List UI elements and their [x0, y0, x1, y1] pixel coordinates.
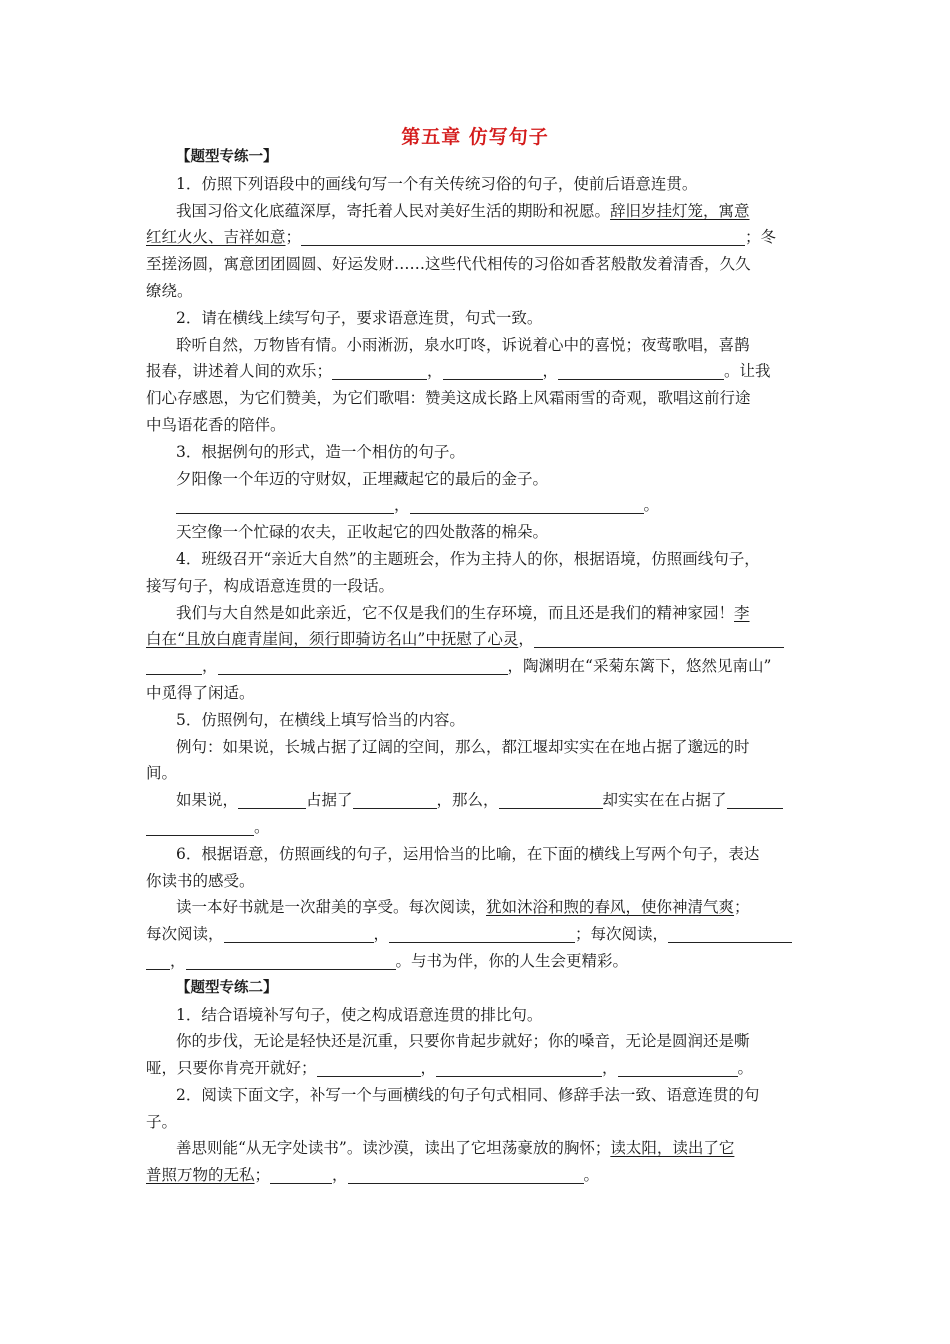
- q6-prompt-line-2: 你读书的感受。: [146, 871, 255, 890]
- q4-underlined-sentence: 李: [734, 603, 750, 622]
- q6-answer-blank-4[interactable]: [186, 951, 396, 970]
- q4-passage-line-1: 我们与大自然是如此亲近，它不仅是我们的生存环境，而且还是我们的精神家园！李: [176, 603, 750, 622]
- q4-passage-line-4: 中觅得了闲适。: [146, 683, 255, 702]
- q6-passage-line-2: 每次阅读， ， ；每次阅读，: [146, 921, 812, 948]
- q5-example-line-1: 例句：如果说，长城占据了辽阔的空间，那么，都江堰却实实在在地占据了邈远的时: [176, 737, 750, 756]
- q2-answer-blank-1[interactable]: [332, 361, 427, 380]
- q3-answer-line: ， 。: [146, 492, 812, 519]
- q5-fill-line-2: 。: [146, 814, 812, 841]
- q4-prompt-line-1: 4．班级召开“亲近大自然”的主题班会，作为主持人的你，根据语境，仿照画线句子，: [176, 549, 760, 568]
- q5-answer-blank-4b[interactable]: [146, 817, 254, 836]
- q5-answer-blank-2[interactable]: [353, 790, 437, 809]
- q2-passage-line-2: 报春，讲述着人间的欢乐； ， ， 。让我: [146, 362, 771, 381]
- q7-answer-blank-2[interactable]: [436, 1058, 602, 1077]
- q6-answer-blank-3b[interactable]: [146, 951, 170, 970]
- q8-passage-line-1: 善思则能“从无字处读书”。读沙漠，读出了它坦荡豪放的胸怀；读太阳，读出了它: [176, 1139, 735, 1158]
- q5-example-line-2: 间。: [146, 764, 178, 783]
- q1-answer-blank[interactable]: [301, 227, 745, 246]
- q1-passage-line-2: 红红火火、吉祥如意； ；冬: [146, 228, 777, 247]
- q5-answer-blank-4a[interactable]: [727, 790, 783, 809]
- exercise-content: [146, 144, 812, 1189]
- q5-fill-line-1: 如果说， 占据了 ，那么， 却实实在在占据了: [146, 787, 812, 814]
- q4-underlined-sentence-cont: 白在“且放白鹿青崖间，须行即骑访名山”中抚慰了心灵: [146, 630, 519, 649]
- q4-passage-line-3: ， ，陶渊明在“采菊东篱下，悠然见南山”: [146, 653, 812, 680]
- q8-answer-blank-2[interactable]: [348, 1165, 584, 1184]
- q6-underlined-sentence: 犹如沐浴和煦的春风，使你神清气爽: [486, 898, 735, 917]
- q5-answer-blank-3[interactable]: [499, 790, 603, 809]
- q2-passage-line-3: 们心存感恩，为它们赞美，为它们歌唱：赞美这成长路上风霜雨雪的奇观，歌唱这前行途: [146, 389, 751, 408]
- q2-prompt: 2．请在横线上续写句子，要求语意连贯，句式一致。: [176, 308, 543, 327]
- q1-passage-line-4: 缭绕。: [146, 281, 193, 300]
- q8-prompt-line-2: 子。: [146, 1112, 178, 1131]
- q4-answer-blank-1a[interactable]: [534, 629, 784, 648]
- q1-passage-line-3: 至搓汤圆，寓意团团圆圆、好运发财……这些代代相传的习俗如香茗般散发着清香，久久: [146, 255, 751, 274]
- q2-answer-blank-3[interactable]: [558, 361, 724, 380]
- q4-passage-line-2: 白在“且放白鹿青崖间，须行即骑访名山”中抚慰了心灵，: [146, 626, 812, 653]
- q3-answer-blank-1[interactable]: [176, 495, 394, 514]
- q4-prompt-line-2: 接写句子，构成语意连贯的一段话。: [146, 576, 395, 595]
- q8-underlined-sentence-cont: 普照万物的无私: [146, 1166, 255, 1185]
- q6-answer-blank-2[interactable]: [389, 924, 575, 943]
- q8-passage-line-2: 普照万物的无私； ， 。: [146, 1166, 600, 1185]
- q3-sample-answer: 天空像一个忙碌的农夫，正收起它的四处散落的棉朵。: [176, 523, 549, 542]
- q7-answer-blank-1[interactable]: [317, 1058, 421, 1077]
- q6-passage-line-1: 读一本好书就是一次甜美的享受。每次阅读，犹如沐浴和煦的春风，使你神清气爽；: [176, 898, 750, 917]
- q2-passage-line-1: 聆听自然，万物皆有情。小雨淅沥，泉水叮咚，诉说着心中的喜悦；夜莺歌唱，喜鹊: [176, 335, 750, 354]
- q1-prompt: 1．仿照下列语段中的画线句写一个有关传统习俗的句子，使前后语意连贯。: [176, 174, 698, 193]
- section-heading-1: 【题型专练一】: [176, 149, 278, 165]
- q3-example: 夕阳像一个年迈的守财奴，正埋藏起它的最后的金子。: [176, 469, 549, 488]
- q5-prompt: 5．仿照例句，在横线上填写恰当的内容。: [176, 710, 465, 729]
- q7-passage-line-2: 哑，只要你肯亮开就好； ， ， 。: [146, 1059, 754, 1078]
- q3-answer-blank-2[interactable]: [410, 495, 644, 514]
- chapter-title: 第五章 仿写句子: [401, 126, 549, 148]
- q1-underlined-sentence: 辞旧岁挂灯笼，寓意: [610, 201, 750, 220]
- q4-answer-blank-2[interactable]: [218, 656, 508, 675]
- q6-prompt-line-1: 6．根据语意，仿照画线的句子，运用恰当的比喻，在下面的横线上写两个句子，表达: [176, 844, 760, 863]
- q7-answer-blank-3[interactable]: [618, 1058, 738, 1077]
- q6-passage-line-3: ， 。与书为伴，你的人生会更精彩。: [146, 948, 812, 975]
- q1-passage-line-1: 我国习俗文化底蕴深厚，寄托着人民对美好生活的期盼和祝愿。辞旧岁挂灯笼，寓意: [176, 201, 750, 220]
- q7-passage-line-1: 你的步伐，无论是轻快还是沉重，只要你肯起步就好；你的嗓音，无论是圆润还是嘶: [176, 1032, 750, 1051]
- q6-answer-blank-3a[interactable]: [668, 924, 792, 943]
- section-heading-2: 【题型专练二】: [176, 979, 278, 996]
- q2-answer-blank-2[interactable]: [443, 361, 543, 380]
- q6-answer-blank-1[interactable]: [224, 924, 374, 943]
- q2-passage-line-4: 中鸟语花香的陪伴。: [146, 415, 286, 434]
- q3-prompt: 3．根据例句的形式，造一个相仿的句子。: [176, 442, 465, 461]
- q4-answer-blank-1b[interactable]: [146, 656, 202, 675]
- q8-answer-blank-1[interactable]: [270, 1165, 332, 1184]
- q5-answer-blank-1[interactable]: [238, 790, 306, 809]
- q8-underlined-sentence: 读太阳，读出了它: [610, 1139, 735, 1158]
- q1-underlined-sentence-cont: 红红火火、吉祥如意: [146, 228, 286, 247]
- q8-prompt-line-1: 2．阅读下面文字，补写一个与画横线的句子句式相同、修辞手法一致、语意连贯的句: [176, 1085, 760, 1104]
- q7-prompt: 1．结合语境补写句子，使之构成语意连贯的排比句。: [176, 1005, 543, 1024]
